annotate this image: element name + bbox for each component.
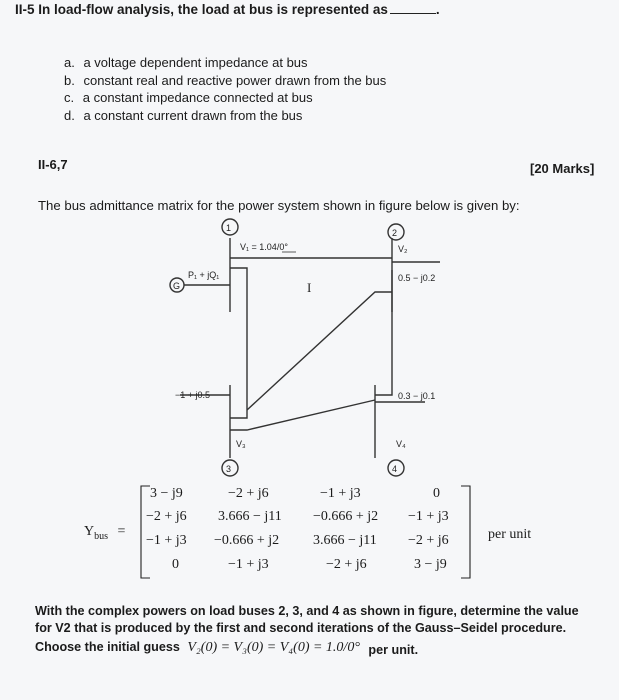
matrix-cell: −1 + j3	[146, 533, 187, 548]
problem-tail: per unit.	[368, 643, 419, 657]
matrix-cell: −2 + j6	[326, 557, 367, 572]
bus-3-number: 3	[226, 464, 232, 474]
load-4-label: 0.3 − j0.1	[398, 391, 436, 401]
matrix-cell: −0.666 + j2	[214, 533, 280, 548]
right-bracket	[461, 486, 470, 578]
unit-label: per unit	[488, 527, 532, 542]
option-letter: d.	[64, 108, 75, 123]
generator-label: G	[173, 281, 181, 291]
matrix-cell: 3 − j9	[150, 486, 183, 501]
problem-line-2: for V2 that is produced by the first and second iterations of the Gauss–Seidel procedure.	[35, 621, 567, 635]
option-letter: a.	[64, 55, 75, 70]
question-5-text: II-5 In load-flow analysis, the load at bus is represented as	[15, 2, 388, 17]
option-letter: c.	[64, 90, 75, 105]
bus-1-number: 1	[226, 223, 232, 233]
equals-sign: =	[117, 524, 126, 539]
problem-line-3	[35, 639, 418, 656]
matrix-cell: −2 + j6	[228, 486, 269, 501]
p1q1-label: P₁ + jQ₁	[188, 270, 220, 280]
matrix-cell: −1 + j3	[408, 509, 449, 524]
marks-label: [20 Marks]	[530, 161, 595, 176]
option-text: constant real and reactive power drawn from the bus	[83, 73, 387, 88]
matrix-cell: −1 + j3	[228, 557, 269, 572]
ybus-subscript: bus	[94, 530, 109, 542]
v4-label: V₄	[396, 439, 406, 449]
problem-line-1: With the complex powers on load buses 2, 3, and 4 as shown in figure, determine the value	[35, 604, 579, 618]
question-6-label: II-6,7	[38, 157, 68, 172]
load-2-label: 0.5 − j0.2	[398, 273, 436, 283]
v1-label: V₁ = 1.04/0°	[240, 242, 288, 252]
matrix-cell: 3.666 − j11	[313, 533, 377, 548]
cut-mark: I	[307, 280, 312, 295]
option-letter: b.	[64, 73, 75, 88]
left-bracket	[141, 486, 150, 578]
matrix-cell: −1 + j3	[320, 486, 361, 501]
bus-2-number: 2	[392, 228, 398, 238]
matrix-cell: −0.666 + j2	[313, 509, 379, 524]
v3-label: V₃	[236, 439, 246, 449]
option-text: a constant current drawn from the bus	[83, 108, 303, 123]
ybus-symbol: Y	[84, 524, 95, 539]
question-5-title: II-5 In load-flow analysis, the load at bus is represented as .	[15, 2, 440, 17]
option-text: a voltage dependent impedance at bus	[83, 55, 308, 70]
matrix-cell: 3.666 − j11	[218, 509, 282, 524]
initial-guess-expression: V₂(0) = V₃(0) = V₄(0) = 1.0/0°	[187, 640, 360, 655]
matrix-cell: 0	[172, 557, 179, 572]
bus-4-number: 4	[392, 464, 398, 474]
v2-label: V₂	[398, 244, 408, 254]
matrix-cell: −2 + j6	[146, 509, 187, 524]
matrix-cell: −2 + j6	[408, 533, 449, 548]
matrix-cell: 0	[433, 486, 440, 501]
option-text: a constant impedance connected at bus	[82, 90, 313, 105]
question-6-intro: The bus admittance matrix for the power system shown in figure below is given by:	[38, 198, 520, 213]
load-3-label: −1 + j0.5	[175, 390, 211, 400]
matrix-cell: 3 − j9	[414, 557, 447, 572]
problem-line-3-text: Choose the initial guess	[35, 640, 180, 654]
